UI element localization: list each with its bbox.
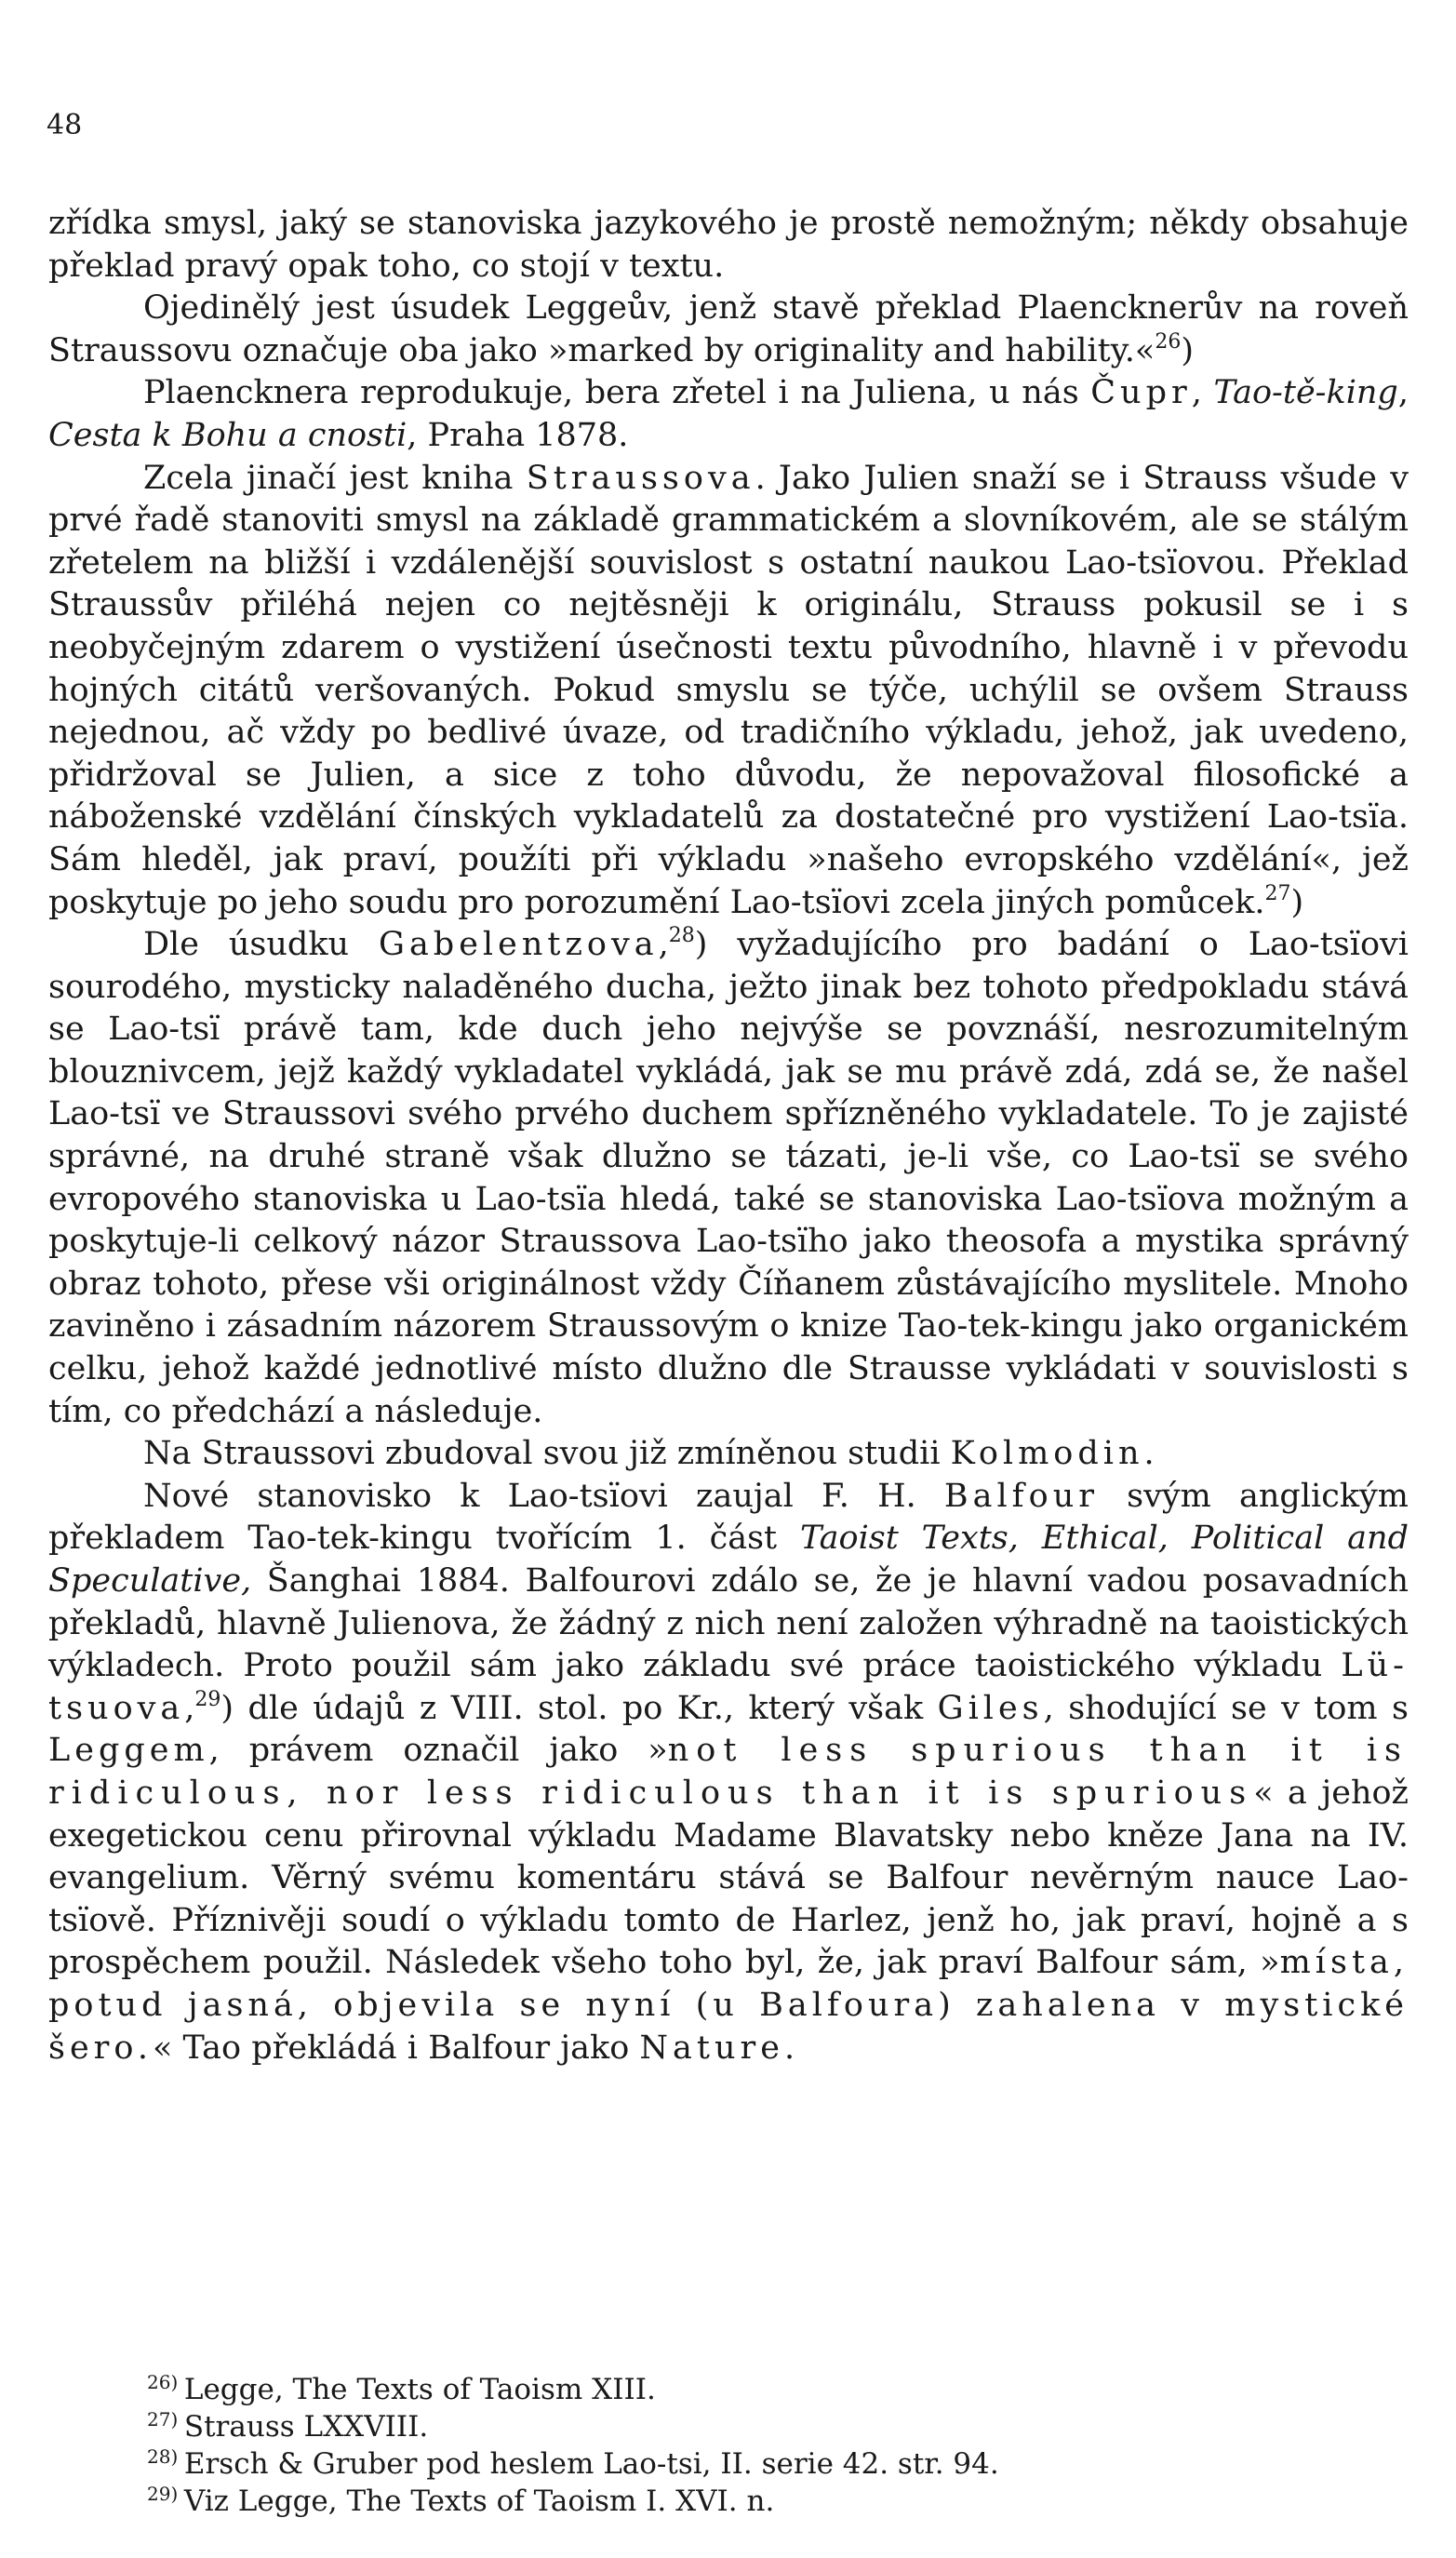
author-legge: Leggem bbox=[48, 1732, 209, 1770]
paragraph-3-text-a: Plaencknera reprodukuje, bera zřetel i na Juliena, u nás bbox=[143, 374, 1091, 412]
paragraph-7-text-f: , shodující se v tom s bbox=[1043, 1689, 1409, 1727]
footnote-27: 27) Strauss LXXVIII. bbox=[147, 2408, 429, 2444]
footnote-ref-26: 26 bbox=[1155, 329, 1182, 354]
author-cupr: Čupr bbox=[1090, 374, 1192, 412]
footnote-text: Legge, The Texts of Taoism XIII. bbox=[183, 2373, 656, 2406]
footnote-ref-29: 29 bbox=[194, 1687, 221, 1711]
footnotes bbox=[147, 2371, 1263, 2520]
footnote-text: Ersch & Gruber pod heslem Lao-tsi, II. serie 42. str. 94. bbox=[183, 2447, 999, 2481]
footnote-text: Viz Legge, The Texts of Taoism I. XVI. n. bbox=[183, 2484, 775, 2518]
paragraph-7-text-g: , právem označil jako » bbox=[208, 1732, 668, 1770]
paragraph-6-text-b: . bbox=[1143, 1435, 1155, 1473]
author-kolmodin: Kolmodin bbox=[950, 1435, 1144, 1473]
word-nature: Nature bbox=[639, 2029, 784, 2067]
paragraph-7-text-c: Šanghai 1884. Balfourovi zdálo se, že je hlavní vadou posavadních překladů, hlavně Julienova, že žádný z nich není založen výhradně na taoistických výkladech. Proto použil sám jako základu své práce taoistického výkladu bbox=[48, 1562, 1409, 1685]
page-number: 48 bbox=[47, 109, 83, 141]
paragraph-7-text-h: « a jehož exegetickou cenu přirovnal výkladu Madame Blavatsky nebo kněze Jana na IV. evangelium. Věrný svému komentáru stává se Balfour nevěrným nauce Lao-tsïově. Příznivěji soudí o výkladu tomto de Harlez, jenž ho, jak praví, hojně a s prospěchem použil. Následek všeho toho byl, že, jak praví Balfour sám, » bbox=[48, 1774, 1409, 1982]
body-text bbox=[48, 203, 1409, 2069]
footnote-ref-28: 28 bbox=[668, 924, 695, 948]
paragraph-7-text-e: dle údajů z VIII. stol. po Kr., který však bbox=[234, 1689, 938, 1727]
book-title-taoteking: Tao-tě-king bbox=[1213, 374, 1398, 412]
author-lu-tsu: Lü-tsuova bbox=[48, 1647, 1409, 1727]
paragraph-2: Ojedinělý jest úsudek Leggeův, jenž stavě překlad Plaencknerův na roveň Straussovu označuje oba jako »marked by originality and hability.«$^{26}$) bbox=[48, 289, 1409, 369]
footnote-ref-27: 27 bbox=[1264, 881, 1291, 905]
paragraph-3-sep-1: , bbox=[1191, 374, 1214, 412]
paragraph-7-text-a: Nové stanovisko k Lao-tsïovi zaujal F. H. bbox=[143, 1477, 944, 1515]
paragraph-6-text-a: Na Straussovi zbudoval svou již zmíněnou studii bbox=[143, 1435, 951, 1473]
quote-balfour: místa, potud jasná, objevila se nyní (u Balfoura) zahalena v mystické šero. bbox=[48, 1944, 1409, 2067]
author-gabelentz: Gabelentzova bbox=[378, 926, 659, 964]
paragraph-6 bbox=[48, 1433, 1409, 1476]
paragraph-3 bbox=[48, 372, 1409, 457]
footnote-26: 26) Legge, The Texts of Taoism XIII. bbox=[147, 2371, 656, 2406]
paragraph-5-sep: , bbox=[658, 926, 669, 964]
book-title-cesta: Cesta k Bohu a cnosti bbox=[48, 416, 407, 454]
paragraph-7: Nové stanovisko k Lao-tsïovi zaujal F. H. Balfour svým anglickým překladem Tao-tek-kingu tvořícím 1. část Taoist Texts, Ethical, Political and Speculative, Šanghai 1884. Balfourovi zdálo se, že je hlavní vadou posavadních překladů, hlavně Julienova, že žádný z nich není založen výhradně na taoistických výkladech. Proto použil sám jako základu své práce taoistického výkladu Lü-tsuova,$^{29}$) dle údajů z VIII. stol. po Kr., který však Giles, shodující se v tom s Leggem, právem označil jako »not less spurious than it is ridiculous, nor less ridiculous than it is spurious« a jehož exegetickou cenu přirovnal výkladu Madame Blavatsky nebo kněze Jana na IV. evangelium. Věrný svému komentáru stává se Balfour nevěrným nauce Lao-tsïově. Příznivěji soudí o výkladu tomto de Harlez, jenž ho, jak praví, hojně a s prospěchem použil. Následek všeho toho byl, že, jak praví Balfour sám, »místa, potud jasná, objevila se nyní (u Balfoura) zahalena v mystické šero.« Tao překládá i Balfour jako Nature. bbox=[48, 1477, 1409, 2067]
footnote-mark-value: 28 bbox=[147, 2445, 171, 2468]
paragraph-5-text-a: Dle úsudku bbox=[143, 926, 379, 964]
author-giles: Giles bbox=[937, 1689, 1044, 1727]
paragraph-2-text: Ojedinělý jest úsudek Leggeův, jenž stavě překlad Plaencknerův na roveň Straussovu označuje oba jako »marked by originality and hability.« bbox=[48, 289, 1409, 369]
paragraph-5: Dle úsudku Gabelentzova,$^{28}$) vyžadujícího pro badání o Lao-tsïovi sourodého, mysticky naladěného ducha, ježto jinak bez tohoto předpokladu stává se Lao-tsï právě tam, kde duch jeho nejvýše se povznáší, nesrozumitelným blouznivcem, jejž každý vykladatel vykládá, jak se mu právě zdá, zdá se, že našel Lao-tsï ve Straussovi svého prvého duchem spřízněného vykladatele. To je zajisté správné, na druhé straně však dlužno se tázati, je-li vše, co Lao-tsï se svého evropového stanoviska u Lao-tsïa hledá, také se stanoviska Lao-tsïova možným a poskytuje-li celkový názor Straussova Lao-tsïho jako theosofa a mystika správný obraz tohoto, přese vši originálnost vždy Číňanem zůstávajícího myslitele. Mnoho zaviněno i zásadním názorem Straussovým o knize Tao-tek-kingu jako organickém celku, jehož každé jednotlivé místo dlužno dle Strausse vykládati v souvislosti s tím, co předchází a následuje. bbox=[48, 924, 1409, 1430]
author-balfour: Balfour bbox=[943, 1477, 1099, 1515]
footnote-mark-value: 26 bbox=[147, 2371, 171, 2393]
paragraph-7-sep: , bbox=[184, 1689, 195, 1727]
paragraph-3-text-d: , Praha 1878. bbox=[407, 416, 629, 454]
paragraph-5-text-c: vyžadujícího pro badání o Lao-tsïovi sourodého, mysticky naladěného ducha, ježto jinak bez tohoto předpokladu stává se Lao-tsï právě tam, kde duch jeho nejvýše se povznáší, nesrozumitelným blouznivcem, jejž každý vykladatel vykládá, jak se mu právě zdá, zdá se, že našel Lao-tsï ve Straussovi svého prvého duchem spřízněného vykladatele. To je zajisté správné, na druhé straně však dlužno se tázati, je-li vše, co Lao-tsï se svého evropového stanoviska u Lao-tsïa hledá, také se stanoviska Lao-tsïova možným a poskytuje-li celkový názor Straussova Lao-tsïho jako theosofa a mystika správný obraz tohoto, přese vši originálnost vždy Číňanem zůstávajícího myslitele. Mnoho zaviněno i zásadním názorem Straussovým o knize Tao-tek-kingu jako organickém celku, jehož každé jednotlivé místo dlužno dle Strausse vykládati v souvislosti s tím, co předchází a následuje. bbox=[48, 926, 1409, 1430]
paragraph-7-text-j: . bbox=[783, 2029, 795, 2067]
footnote-29: 29) Viz Legge, The Texts of Taoism I. XVI. n. bbox=[147, 2483, 775, 2518]
paragraph-4-text-a: Zcela jinačí jest kniha bbox=[143, 459, 527, 497]
author-strauss: Straussova bbox=[526, 459, 755, 497]
footnote-mark-value: 27 bbox=[147, 2408, 171, 2431]
paragraph-4-text-b: . Jako Julien snaží se i Strauss všude v prvé řadě stanoviti smysl na základě grammatickém a slovníkovém, ale se stálým zřetelem na bližší i vzdálenější souvislost s ostatní naukou Lao-tsïovou. Překlad Straussův přiléhá nejen co nejtěsněji k originálu, Strauss pokusil se i s neobyčejným zdarem o vystižení úsečnosti textu původního, hlavně i v převodu hojných citátů veršovaných. Pokud smyslu se týče, uchýlil se ovšem Strauss nejednou, ač vždy po bedlivé úvaze, od tradičního výkladu, jehož, jak uvedeno, přidržoval se Julien, a sice z toho důvodu, že nepovažoval filosofické a náboženské vzdělání čínských vykladatelů za dostatečné pro vystižení Lao-tsïa. Sám hleděl, jak praví, použíti při výkladu »našeho evropského vzdělání«, jež poskytuje po jeho soudu pro porozumění Lao-tsïovi zcela jiných pomůcek. bbox=[48, 459, 1409, 921]
footnote-28: 28) Ersch & Gruber pod heslem Lao-tsi, II. serie 42. str. 94. bbox=[147, 2445, 999, 2481]
book-title-taoist-texts: Taoist Texts, Ethical, Political and Speculative, bbox=[48, 1520, 1409, 1600]
paragraph-4: Zcela jinačí jest kniha Straussova. Jako Julien snaží se i Strauss všude v prvé řadě stanoviti smysl na základě grammatickém a slovníkovém, ale se stálým zřetelem na bližší i vzdálenější souvislost s ostatní naukou Lao-tsïovou. Překlad Straussův přiléhá nejen co nejtěsněji k originálu, Strauss pokusil se i s neobyčejným zdarem o vystižení úsečnosti textu původního, hlavně i v převodu hojných citátů veršovaných. Pokud smyslu se týče, uchýlil se ovšem Strauss nejednou, ač vždy po bedlivé úvaze, od tradičního výkladu, jehož, jak uvedeno, přidržoval se Julien, a sice z toho důvodu, že nepovažoval filosofické a náboženské vzdělání čínských vykladatelů za dostatečné pro vystižení Lao-tsïa. Sám hleděl, jak praví, použíti při výkladu »našeho evropského vzdělání«, jež poskytuje po jeho soudu pro porozumění Lao-tsïovi zcela jiných pomůcek.$^{27}$) bbox=[48, 459, 1409, 921]
paragraph-1: zřídka smysl, jaký se stanoviska jazykového je prostě nemožným; někdy obsahuje překlad pravý opak toho, co stojí v textu. bbox=[48, 205, 1409, 285]
quote-giles: not less spurious than it is ridiculous, nor less ridiculous than it is spurious bbox=[48, 1732, 1409, 1812]
paragraph-7-text-i: « Tao překládá i Balfour jako bbox=[153, 2029, 640, 2067]
footnote-mark-value: 29 bbox=[147, 2483, 171, 2505]
footnote-text: Strauss LXXVIII. bbox=[183, 2410, 429, 2444]
paragraph-3-sep-2: , bbox=[1397, 374, 1409, 412]
paragraph-7-text-b: svým anglickým překladem Tao-tek-kingu tvořícím 1. část bbox=[48, 1477, 1409, 1558]
